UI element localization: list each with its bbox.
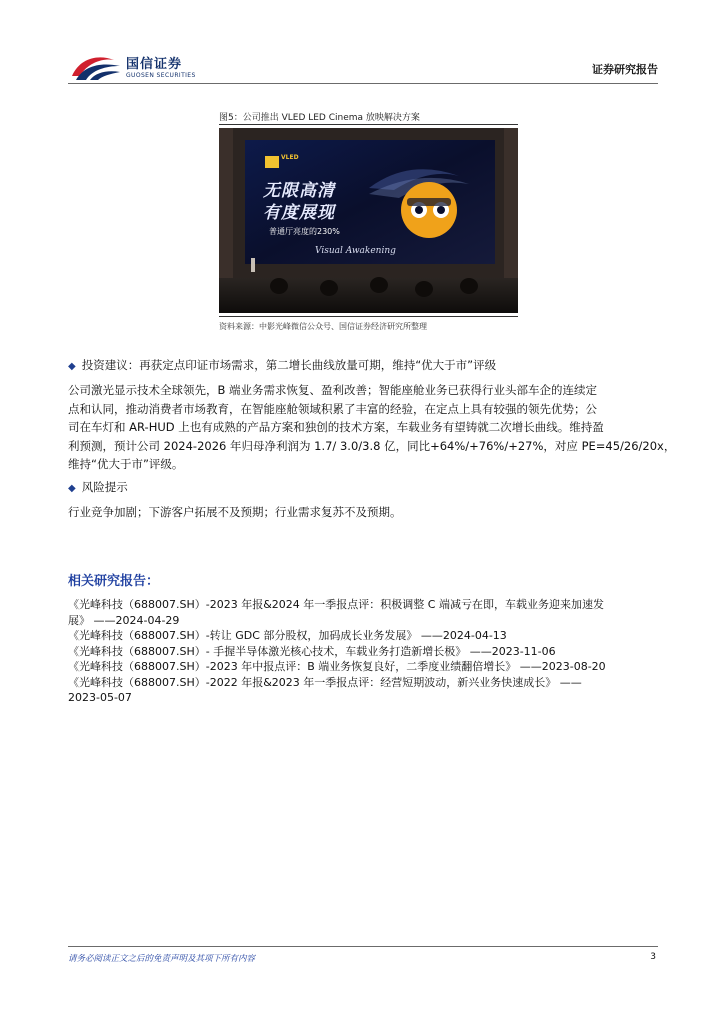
figure-title: 图5：公司推出 VLED LED Cinema 放映解决方案 bbox=[219, 113, 420, 123]
screen-brand-text: VLED bbox=[281, 154, 299, 161]
page-header bbox=[68, 52, 658, 82]
related-report-line[interactable]: 《光峰科技（688007.SH）-2022 年报&2023 年一季报点评：经营短期波动，新兴业务快速成长》 —— bbox=[68, 675, 582, 689]
related-report-line[interactable]: 2023-05-07 bbox=[68, 691, 132, 704]
screen-caption: 普通厅亮度的230% bbox=[269, 227, 340, 236]
related-report-line[interactable]: 《光峰科技（688007.SH）-2023 年中报点评：B 端业务恢复良好，二季度业绩翻倍增长》 ——2023-08-20 bbox=[68, 660, 606, 673]
risk-heading: 风险提示 bbox=[81, 480, 128, 494]
risk-text: 行业竞争加剧；下游客户拓展不及预期；行业需求复苏不及预期。 bbox=[68, 505, 402, 519]
related-report-line[interactable]: 《光峰科技（688007.SH）- 手握半导体激光核心技术，车载业务打造新增长极》 ——2023-11-06 bbox=[68, 644, 556, 658]
invest-line: 维持“优大于市”评级。 bbox=[68, 457, 184, 471]
figure-source: 资料来源：中影光峰微信公众号、国信证券经济研究所整理 bbox=[219, 322, 427, 331]
diamond-bullet-icon: ◆ bbox=[68, 483, 76, 494]
related-reports-title: 相关研究报告： bbox=[68, 574, 160, 589]
figure-bottom-rule bbox=[219, 316, 518, 317]
related-reports-list bbox=[68, 597, 660, 706]
risk-heading-row bbox=[68, 479, 128, 495]
logo-english-name: GUOSEN SECURITIES bbox=[126, 72, 196, 79]
logo-chinese-name: 国信证券 bbox=[126, 57, 183, 72]
screen-script-text: Visual Awakening bbox=[315, 246, 396, 256]
invest-line: 司在车灯和 AR-HUD 上也有成熟的产品方案和独创的技术方案，车载业务有望铸就二次增长曲线。维持盈 bbox=[68, 420, 604, 434]
invest-heading: 投资建议：再获定点印证市场需求，第二增长曲线放量可期，维持“优大于市”评级 bbox=[81, 358, 497, 372]
screen-headline-line-1: 无限高清 bbox=[263, 181, 335, 201]
report-type-label: 证券研究报告 bbox=[592, 63, 658, 76]
figure-top-rule bbox=[219, 124, 518, 125]
header-divider bbox=[68, 83, 658, 84]
risk-paragraph bbox=[68, 503, 660, 522]
invest-heading-row bbox=[68, 357, 496, 373]
invest-line: 公司激光显示技术全球领先，B 端业务需求恢复、盈利改善；智能座舱业务已获得行业头部车企的连续定 bbox=[68, 383, 598, 397]
page-number: 3 bbox=[650, 952, 656, 962]
related-report-line[interactable]: 《光峰科技（688007.SH）-转让 GDC 部分股权，加码成长业务发展》 ——2024-04-13 bbox=[68, 629, 507, 642]
invest-line: 利预测，预计公司 2024-2026 年归母净利润为 1.7/ 3.0/3.8 亿，同比+64%/+76%/+27%，对应 PE=45/26/20x， bbox=[68, 438, 676, 453]
footer-divider bbox=[68, 946, 658, 947]
invest-paragraph bbox=[68, 381, 676, 474]
guosen-logo bbox=[68, 52, 228, 82]
diamond-bullet-icon: ◆ bbox=[68, 361, 76, 372]
related-report-line[interactable]: 展》 ——2024-04-29 bbox=[68, 613, 180, 627]
related-report-line[interactable]: 《光峰科技（688007.SH）-2023 年报&2024 年一季报点评：积极调整 C 端减亏在即，车载业务迎来加速发 bbox=[68, 598, 604, 611]
screen-headline-line-2: 有度展现 bbox=[263, 203, 335, 223]
guosen-logo-mark-icon bbox=[70, 54, 122, 82]
footer-disclaimer: 请务必阅读正文之后的免责声明及其项下所有内容 bbox=[68, 954, 256, 964]
cinema-photo bbox=[219, 128, 518, 313]
invest-line: 点和认同，推动消费者市场教育，在智能座舱领域积累了丰富的经验，在定点上具有较强的领先优势；公 bbox=[68, 401, 597, 416]
